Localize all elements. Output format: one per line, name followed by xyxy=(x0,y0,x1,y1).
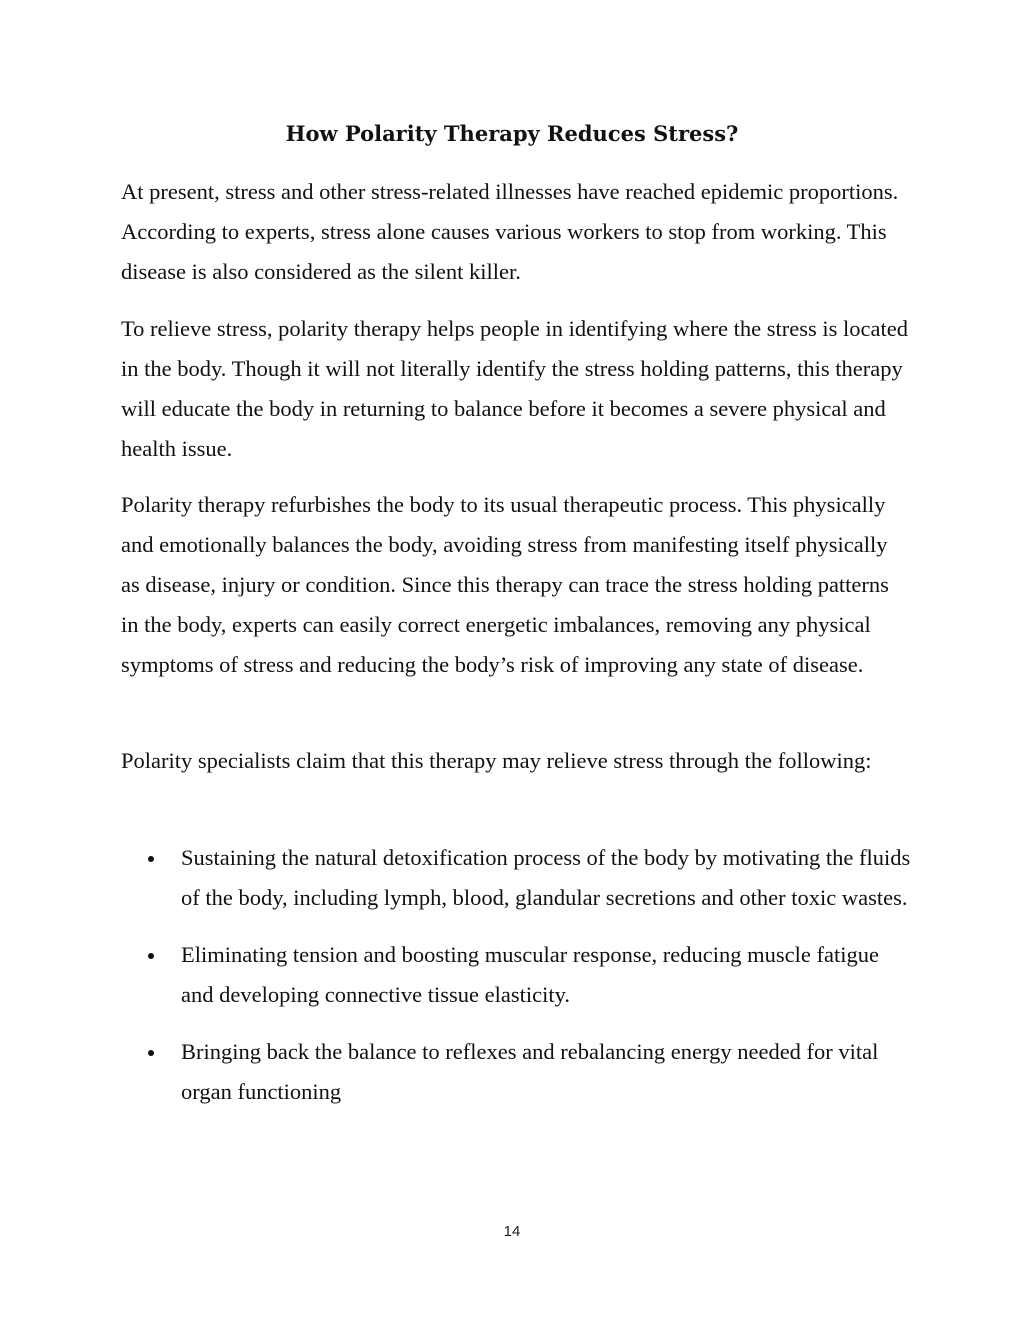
list-item-text: Bringing back the balance to reflexes and rebalancing energy needed for vital organ functioning xyxy=(181,1039,879,1104)
list-item-text: Eliminating tension and boosting muscular response, reducing muscle fatigue and developing connective tissue elasticity. xyxy=(181,942,879,1007)
benefits-list xyxy=(121,838,911,1129)
page-number: 14 xyxy=(503,1223,521,1240)
page-title: How Polarity Therapy Reduces Stress? xyxy=(285,121,739,146)
paragraph-relieve-stress: To relieve stress, polarity therapy helps people in identifying where the stress is located in the body. Though it will not literally identify the stress holding patterns, this therapy will educate the body in returning to balance before it becomes a severe physical and health issue. xyxy=(121,316,908,461)
paragraph-refurbishes: Polarity therapy refurbishes the body to its usual therapeutic process. This physically and emotionally balances the body, avoiding stress from manifesting itself physically as disease, injury or condition. Since this therapy can trace the stress holding patterns in the body, experts can easily correct energetic imbalances, removing any physical symptoms of stress and reducing the body’s risk of improving any state of disease. xyxy=(121,492,889,677)
list-item xyxy=(121,838,911,918)
bullet-icon xyxy=(148,1050,154,1056)
list-item xyxy=(121,1032,911,1112)
paragraph-intro: At present, stress and other stress-related illnesses have reached epidemic proportions. According to experts, stress alone causes various workers to stop from working. This disease is also considered as the silent killer. xyxy=(121,179,899,284)
paragraph-specialists-claim: Polarity specialists claim that this therapy may relieve stress through the following: xyxy=(121,748,872,773)
list-item-text: Sustaining the natural detoxification process of the body by motivating the fluids of the body, including lymph, blood, glandular secretions and other toxic wastes. xyxy=(181,845,911,910)
bullet-icon xyxy=(148,856,154,862)
bullet-icon xyxy=(148,953,154,959)
list-item xyxy=(121,935,911,1015)
